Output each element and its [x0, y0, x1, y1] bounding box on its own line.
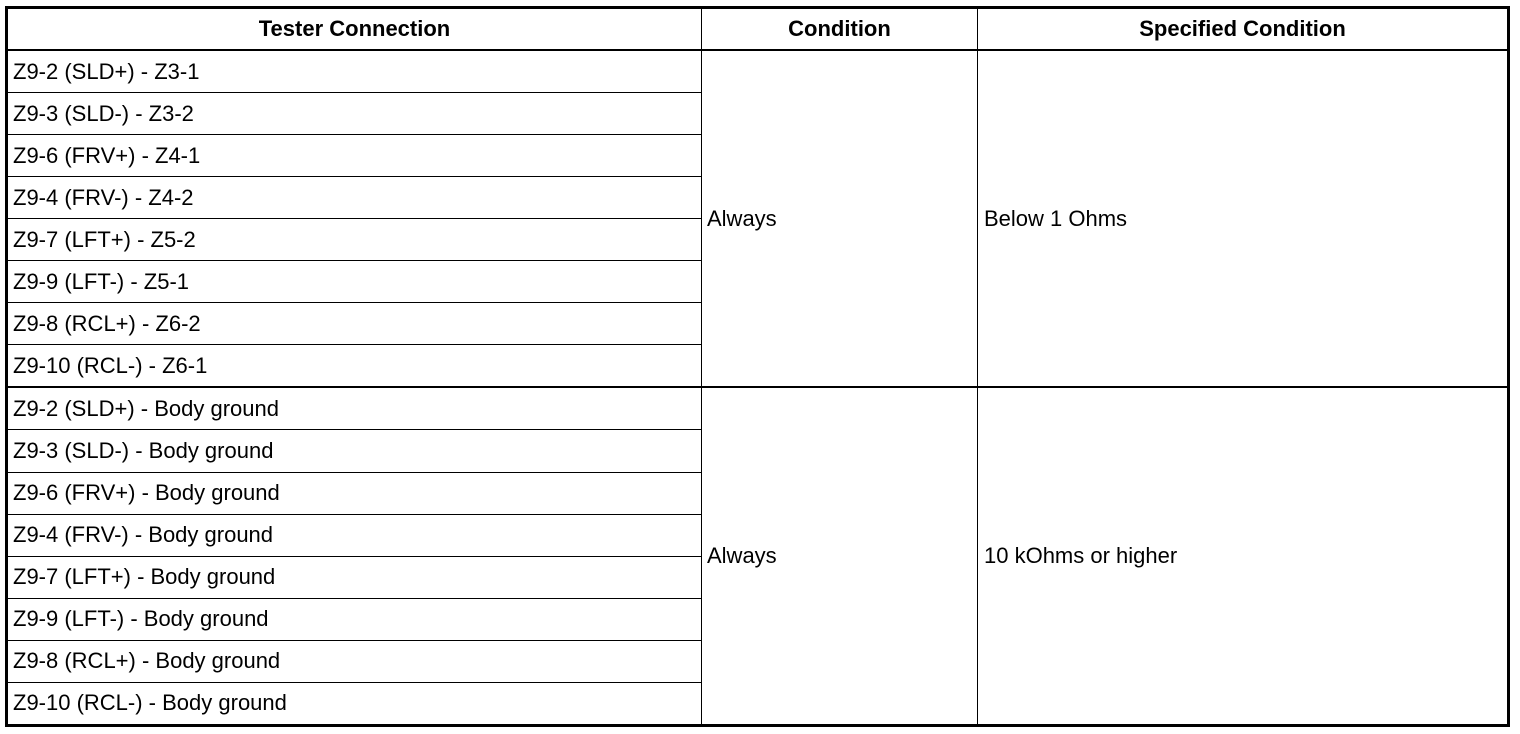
- tester-connection-cell: Z9-2 (SLD+) - Z3-1: [7, 50, 702, 93]
- tester-connection-cell: Z9-3 (SLD-) - Body ground: [7, 430, 702, 472]
- condition-cell: Always: [702, 387, 978, 725]
- tester-connection-cell: Z9-9 (LFT-) - Body ground: [7, 598, 702, 640]
- table-body: [7, 50, 1509, 726]
- tester-connection-cell: Z9-7 (LFT+) - Body ground: [7, 556, 702, 598]
- table-header: [7, 8, 1509, 51]
- specified-condition-cell: 10 kOhms or higher: [978, 387, 1509, 725]
- tester-connection-cell: Z9-6 (FRV+) - Body ground: [7, 472, 702, 514]
- spec-table: [5, 6, 1510, 727]
- header-specified-condition: Specified Condition: [978, 8, 1509, 51]
- header-condition: Condition: [702, 8, 978, 51]
- header-tester-connection: Tester Connection: [7, 8, 702, 51]
- tester-connection-cell: Z9-9 (LFT-) - Z5-1: [7, 261, 702, 303]
- tester-connection-cell: Z9-4 (FRV-) - Z4-2: [7, 177, 702, 219]
- tester-connection-cell: Z9-3 (SLD-) - Z3-2: [7, 93, 702, 135]
- table-row: [7, 50, 1509, 93]
- header-row: [7, 8, 1509, 51]
- tester-connection-cell: Z9-6 (FRV+) - Z4-1: [7, 135, 702, 177]
- tester-connection-cell: Z9-8 (RCL+) - Z6-2: [7, 303, 702, 345]
- condition-cell: Always: [702, 50, 978, 387]
- tester-connection-cell: Z9-2 (SLD+) - Body ground: [7, 387, 702, 430]
- tester-connection-cell: Z9-4 (FRV-) - Body ground: [7, 514, 702, 556]
- specified-condition-cell: Below 1 Ohms: [978, 50, 1509, 387]
- tester-connection-cell: Z9-10 (RCL-) - Z6-1: [7, 345, 702, 388]
- tester-connection-cell: Z9-10 (RCL-) - Body ground: [7, 682, 702, 725]
- tester-connection-cell: Z9-7 (LFT+) - Z5-2: [7, 219, 702, 261]
- table-row: [7, 387, 1509, 430]
- tester-connection-cell: Z9-8 (RCL+) - Body ground: [7, 640, 702, 682]
